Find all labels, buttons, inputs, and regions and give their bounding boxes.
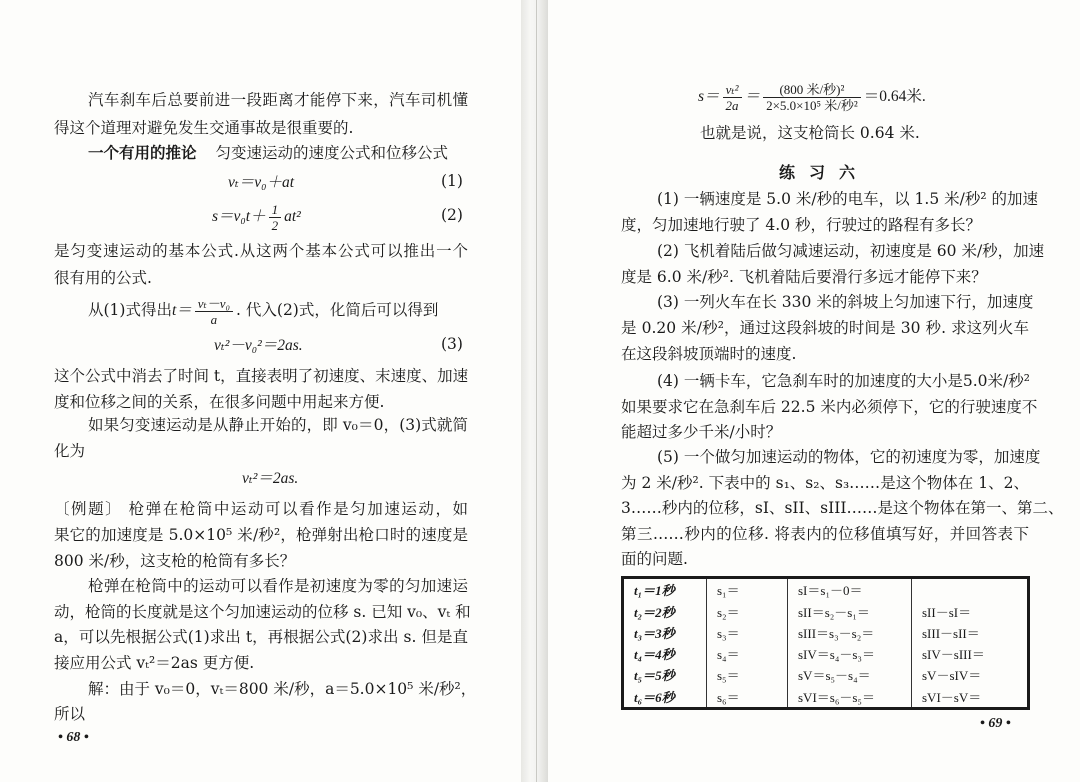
text-line: 如果匀变速运动是从静止开始的，即 v₀＝0，(3)式就简 <box>88 416 468 434</box>
exercise-line: 是 0.20 米/秒²，通过这段斜坡的时间是 30 秒. 求这列火车 <box>621 319 1029 337</box>
equation-3-number: (3) <box>441 335 463 353</box>
table-cell: s₁＝ <box>707 578 788 601</box>
conclusion-line: 也就是说，这支枪筒长 0.64 米. <box>700 124 920 142</box>
equation-4: vₜ²＝2as. <box>242 470 299 487</box>
text-line: 果它的加速度是 5.0×10⁵ 米/秒²，枪弹射出枪口时的速度是 <box>54 526 468 544</box>
equation-2 <box>212 200 301 234</box>
exercise-title: 练习六 <box>779 163 870 182</box>
formula-frac2-den: 2×5.0×10⁵ 米/秒² <box>766 97 858 113</box>
table-cell: s₆＝ <box>707 686 788 709</box>
table-cell: sV＝s₅－s₄＝ <box>788 664 912 685</box>
text-line: 度和位移之间的关系，在很多问题中用起来方便. <box>54 393 385 411</box>
table-row <box>623 600 1029 621</box>
formula-frac1-den: 2a <box>725 97 739 113</box>
formula-frac2-num: (800 米/秒)² <box>763 82 861 98</box>
exercise-line: 如果要求它在急刹车后 22.5 米内必须停下，它的行驶速度不 <box>621 398 1038 416</box>
exercise-line: 在这段斜坡顶端时的速度. <box>621 345 797 363</box>
table-cell: t₆＝6秒 <box>634 689 675 705</box>
eq2-left: s＝v₀t＋ <box>212 208 266 225</box>
formula-result: ＝0.64米. <box>863 88 926 105</box>
eq2-fraction <box>269 202 282 233</box>
exercise-line: (2) 飞机着陆后做匀减速运动，初速度是 60 米/秒，加速 <box>657 242 1045 260</box>
table-row <box>623 578 1029 601</box>
table-cell: sIV＝s₄－s₃＝ <box>788 643 912 664</box>
left-page <box>0 0 521 782</box>
solution-formula <box>698 79 926 115</box>
text-line: 这个公式中消去了时间 t，直接表明了初速度、末速度、加速 <box>54 367 469 385</box>
table-cell: sIII－sII＝ <box>912 622 1029 643</box>
from-text-b: . 代入(2)式，化简后可以得到 <box>236 301 439 319</box>
text-line: 接应用公式 vₜ²＝2as 更方便. <box>54 654 255 672</box>
from-frac-den: a <box>210 311 218 327</box>
table-cell: s₃＝ <box>707 622 788 643</box>
table-cell: sVI－sV＝ <box>912 686 1029 709</box>
text-line: 是匀变速运动的基本公式.从这两个基本公式可以推出一个 <box>54 242 468 260</box>
table-cell: sIII＝s₃－s₂＝ <box>788 622 912 643</box>
exercise-line: 度，匀加速地行驶了 4.0 秒，行驶过的路程有多长？ <box>621 216 982 234</box>
table-cell: s₂＝ <box>707 600 788 621</box>
exercise-line: 为 2 米/秒². 下表中的 s₁、s₂、s₃……是这个物体在 1、2、 <box>621 474 1029 492</box>
exercise-line: 度是 6.0 米/秒². 飞机着陆后要滑行多远才能停下来？ <box>621 268 987 286</box>
from-fraction <box>195 296 233 327</box>
table-cell: t₁＝1秒 <box>634 583 675 599</box>
heading-rest: 匀变速运动的速度公式和位移公式 <box>215 144 448 162</box>
formula-frac-1 <box>723 82 742 113</box>
text-line: 汽车刹车后总要前进一段距离才能停下来，汽车司机懂 <box>88 91 468 109</box>
table-cell: t₂＝2秒 <box>634 604 675 620</box>
table-cell: t₃＝3秒 <box>634 625 675 641</box>
exercise-line: 第三……秒内的位移. 将表内的位移值填写好，并回答表下 <box>621 525 1029 543</box>
text-line: 很有用的公式. <box>54 269 152 287</box>
eq2-frac-den: 2 <box>271 217 279 233</box>
formula-eq: ＝ <box>744 88 761 105</box>
table-cell: sVI＝s₆－s₅＝ <box>788 686 912 709</box>
table-row <box>623 643 1029 664</box>
exercise-line: 面的问题. <box>621 550 688 568</box>
text-line: 动，枪筒的长度就是这个匀加速运动的位移 s. 已知 v₀、vₜ 和 <box>54 603 471 621</box>
table-cell: t₅＝5秒 <box>634 668 675 684</box>
right-page <box>548 0 1080 782</box>
page-number: • 69 • <box>980 716 1011 731</box>
page-number: • 68 • <box>58 730 89 745</box>
text-line: 所以 <box>54 705 86 723</box>
formula-s: s＝ <box>698 88 720 105</box>
derivation-line <box>88 293 438 328</box>
eq2-right: at² <box>284 208 301 225</box>
formula-frac1-num: vₜ² <box>723 82 742 98</box>
table-row <box>623 686 1029 709</box>
exercise-line: (4) 一辆卡车，它急刹车时的加速度的大小是5.0米/秒² <box>657 372 1030 390</box>
text-line: a，可以先根据公式(1)求出 t，再根据公式(2)求出 s. 但是直 <box>54 628 468 646</box>
exercise-line: 3……秒内的位移，sI、sII、sIII……是这个物体在第一、第二、 <box>621 499 1064 517</box>
book-gutter <box>521 0 548 782</box>
table-cell: t₄＝4秒 <box>634 647 675 663</box>
formula-frac-2 <box>763 82 861 113</box>
equation-1: vₜ＝v₀＋at <box>228 174 295 191</box>
text-line: 800 米/秒，这支枪的枪筒有多长？ <box>54 552 296 570</box>
heading-bold: 一个有用的推论 <box>88 143 197 162</box>
table-cell: sIV－sIII＝ <box>912 643 1029 664</box>
text-line: 解：由于 v₀＝0，vₜ＝800 米/秒，a＝5.0×10⁵ 米/秒²， <box>88 680 477 698</box>
table-cell: sV－sIV＝ <box>912 664 1029 685</box>
text-line: 得这个道理对避免发生交通事故是很重要的. <box>54 119 354 137</box>
from-text-a: 从(1)式得出 <box>88 301 172 319</box>
displacement-table <box>621 576 1030 710</box>
table-cell: s₅＝ <box>707 664 788 685</box>
equation-1-number: (1) <box>441 172 463 190</box>
table-cell <box>912 578 1029 601</box>
exercise-line: 能超过多少千米/小时？ <box>621 423 782 441</box>
table-cell: sI＝s₁－0＝ <box>788 578 912 601</box>
text-line: 化为 <box>54 442 86 460</box>
from-t: t＝ <box>171 302 192 319</box>
exercise-line: (1) 一辆速度是 5.0 米/秒的电车，以 1.5 米/秒² 的加速 <box>657 190 1038 208</box>
section-heading <box>88 142 448 164</box>
text-line: 〔例题〕 枪弹在枪筒中运动可以看作是匀加速运动，如 <box>54 500 468 518</box>
from-frac-num: vₜ－v₀ <box>195 296 233 312</box>
exercise-line: (3) 一列火车在长 330 米的斜坡上匀加速下行，加速度 <box>657 293 1034 311</box>
table-cell: sII＝s₂－s₁＝ <box>788 600 912 621</box>
table-cell: s₄＝ <box>707 643 788 664</box>
text-line: 枪弹在枪筒中的运动可以看作是初速度为零的匀加速运 <box>88 577 468 595</box>
exercise-line: (5) 一个做匀加速运动的物体，它的初速度为零，加速度 <box>657 448 1041 466</box>
equation-3: vₜ²－v₀²＝2as. <box>214 337 303 354</box>
table-row <box>623 664 1029 685</box>
table-cell: sII－sI＝ <box>912 600 1029 621</box>
gutter-fold <box>536 0 537 782</box>
table-body <box>623 578 1029 709</box>
equation-2-number: (2) <box>441 206 463 224</box>
eq2-frac-num: 1 <box>269 202 282 218</box>
table-row <box>623 622 1029 643</box>
